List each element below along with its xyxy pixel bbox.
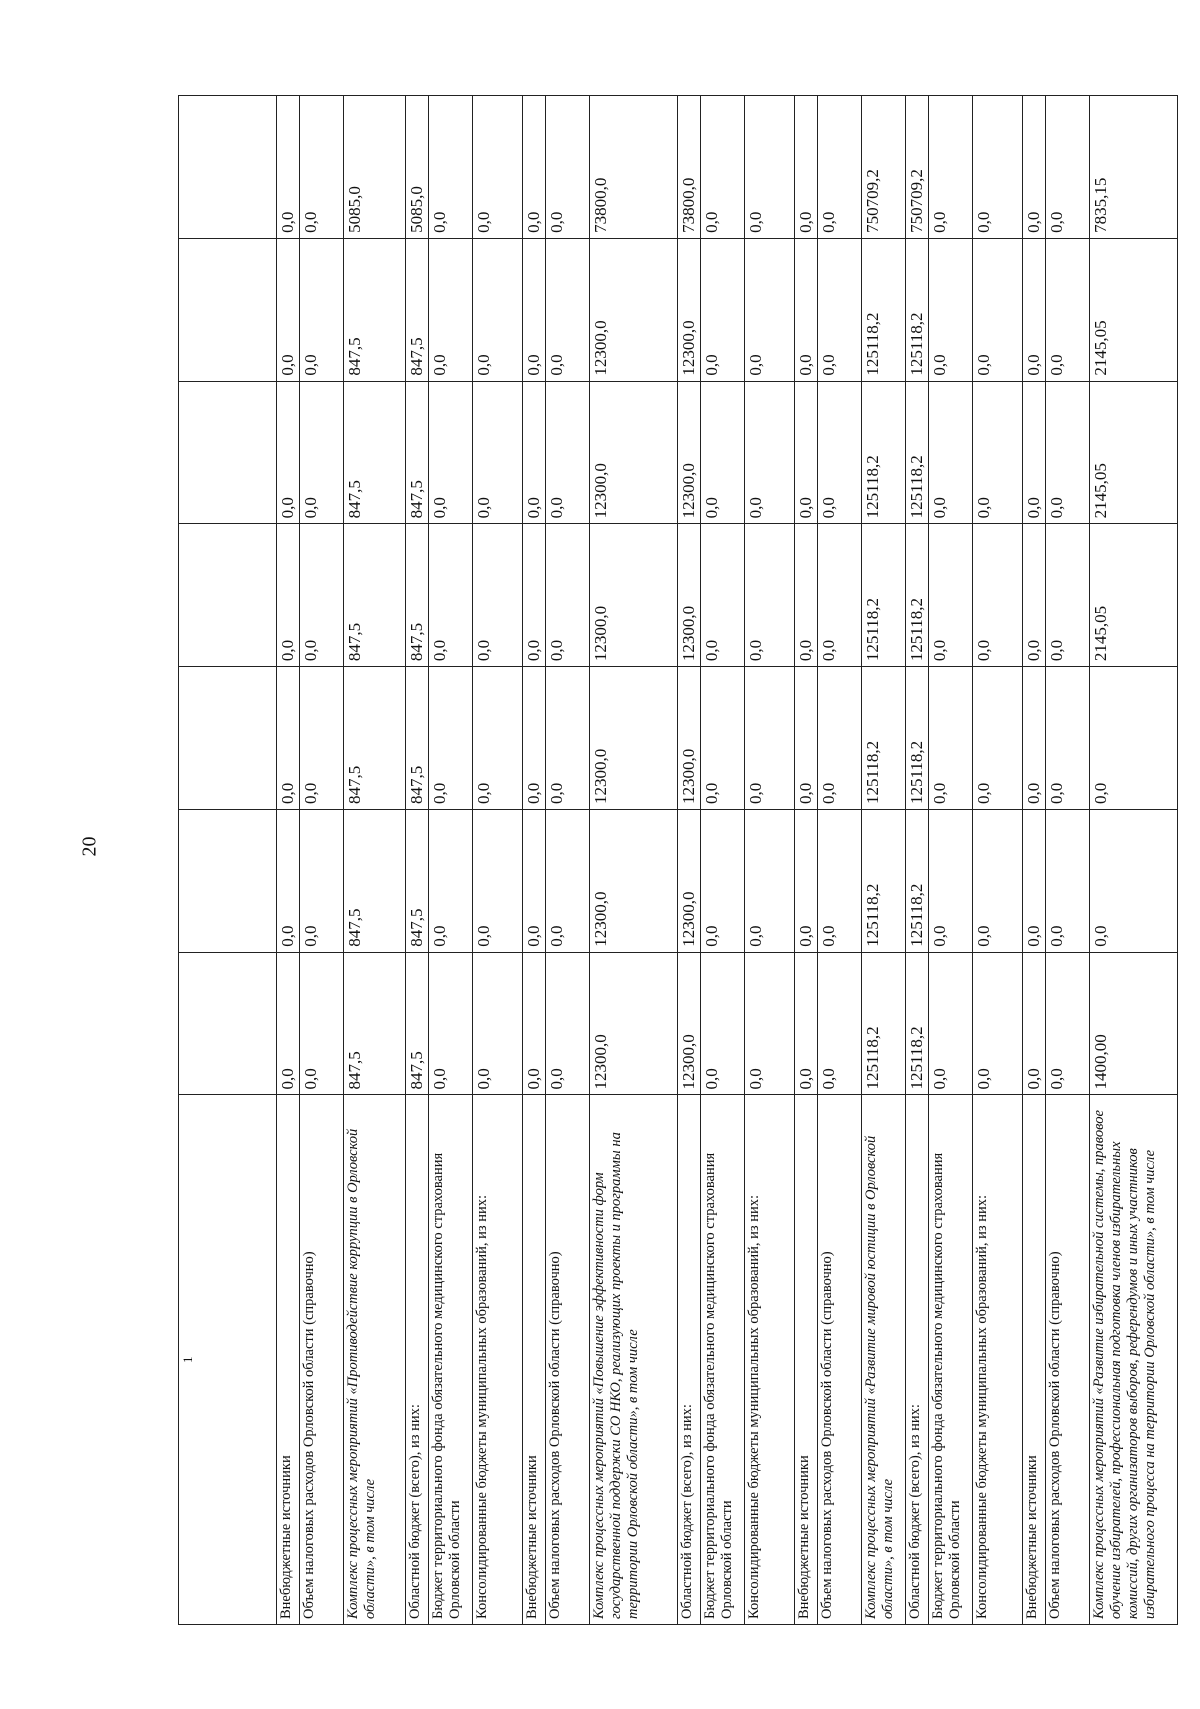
row-value: 12300,0 [678, 667, 701, 810]
row-value: 125118,2 [862, 238, 906, 381]
table-row [929, 96, 973, 1625]
row-value: 5085,0 [406, 96, 429, 239]
table-row [277, 96, 300, 1625]
row-value: 0,0 [546, 238, 590, 381]
row-label: Внебюджетные источники [795, 1095, 818, 1625]
row-value: 73800,0 [678, 96, 701, 239]
row-value: 0,0 [277, 952, 300, 1095]
table-row [906, 96, 929, 1625]
row-label: Объем налоговых расходов Орловской области (справочно) [546, 1095, 590, 1625]
header-cell [179, 809, 277, 952]
row-value: 0,0 [277, 809, 300, 952]
row-value: 0,0 [929, 381, 973, 524]
row-label: Областной бюджет (всего), из них: [906, 1095, 929, 1625]
row-value: 0,0 [277, 96, 300, 239]
row-value: 847,5 [344, 809, 406, 952]
row-value: 0,0 [523, 238, 546, 381]
row-value: 847,5 [406, 667, 429, 810]
row-value: 750709,2 [906, 96, 929, 239]
row-value: 0,0 [973, 809, 1023, 952]
row-value: 0,0 [523, 809, 546, 952]
row-value: 847,5 [406, 524, 429, 667]
row-value: 12300,0 [590, 238, 678, 381]
budget-table [178, 95, 1178, 1625]
row-value: 0,0 [1046, 667, 1090, 810]
row-value: 125118,2 [906, 667, 929, 810]
row-value: 0,0 [701, 524, 745, 667]
row-value: 125118,2 [862, 381, 906, 524]
row-value: 847,5 [406, 952, 429, 1095]
row-label: Комплекс процессных мероприятий «Развитие избирательной системы, правовое обучение избирателей, профессиональная подготовка членов избирательных комиссий, других организаторов выборов, референдумов и иных участников избирательного процесса на территории Орловской области», в том числе [1090, 1095, 1178, 1625]
row-value: 0,0 [300, 238, 344, 381]
row-value: 847,5 [344, 381, 406, 524]
row-label: Консолидированные бюджеты муниципальных образований, из них: [973, 1095, 1023, 1625]
row-value: 0,0 [701, 667, 745, 810]
row-label: Комплекс процессных мероприятий «Повышение эффективности форм государственной поддержки СО НКО, реализующих проекты и программы на территории Орловской области», в том числе [590, 1095, 678, 1625]
row-value: 0,0 [795, 238, 818, 381]
row-value: 0,0 [1023, 952, 1046, 1095]
row-value: 0,0 [973, 381, 1023, 524]
row-value: 0,0 [300, 96, 344, 239]
row-value: 0,0 [929, 667, 973, 810]
header-cell [179, 381, 277, 524]
row-value: 0,0 [1023, 809, 1046, 952]
row-value: 0,0 [1023, 524, 1046, 667]
row-value: 0,0 [929, 809, 973, 952]
row-value: 125118,2 [906, 524, 929, 667]
row-label: Внебюджетные источники [523, 1095, 546, 1625]
table-row [1090, 96, 1178, 1625]
table-row [429, 96, 473, 1625]
row-value: 0,0 [523, 381, 546, 524]
row-value: 0,0 [300, 381, 344, 524]
row-label: Комплекс процессных мероприятий «Развитие мировой юстиции в Орловской области», в том числе [862, 1095, 906, 1625]
row-value: 0,0 [429, 524, 473, 667]
row-value: 0,0 [300, 809, 344, 952]
row-value: 0,0 [546, 667, 590, 810]
row-value: 12300,0 [678, 952, 701, 1095]
row-value: 125118,2 [862, 524, 906, 667]
row-value: 0,0 [429, 809, 473, 952]
row-value: 0,0 [429, 952, 473, 1095]
row-value: 0,0 [795, 524, 818, 667]
row-value: 0,0 [929, 96, 973, 239]
table-row [473, 96, 523, 1625]
table-row [745, 96, 795, 1625]
header-cell [179, 952, 277, 1095]
row-value: 0,0 [429, 381, 473, 524]
row-value: 0,0 [701, 952, 745, 1095]
table-row [795, 96, 818, 1625]
row-value: 0,0 [973, 238, 1023, 381]
row-value: 0,0 [973, 96, 1023, 239]
row-value: 0,0 [473, 238, 523, 381]
row-value: 0,0 [523, 952, 546, 1095]
row-value: 0,0 [745, 524, 795, 667]
row-value: 0,0 [795, 96, 818, 239]
row-value: 847,5 [406, 809, 429, 952]
row-label: Внебюджетные источники [277, 1095, 300, 1625]
row-value: 0,0 [523, 524, 546, 667]
row-value: 0,0 [1023, 96, 1046, 239]
row-value: 0,0 [818, 381, 862, 524]
row-value: 12300,0 [590, 381, 678, 524]
header-cell [179, 96, 277, 239]
row-value: 2145,05 [1090, 238, 1178, 381]
row-value: 0,0 [1046, 381, 1090, 524]
row-value: 1400,00 [1090, 952, 1178, 1095]
row-value: 0,0 [277, 667, 300, 810]
row-value: 0,0 [818, 238, 862, 381]
row-value: 0,0 [473, 809, 523, 952]
row-value: 0,0 [523, 667, 546, 810]
row-value: 0,0 [973, 524, 1023, 667]
row-value: 0,0 [818, 667, 862, 810]
row-value: 0,0 [745, 667, 795, 810]
row-label: Областной бюджет (всего), из них: [678, 1095, 701, 1625]
row-value: 2145,05 [1090, 524, 1178, 667]
table-row [1023, 96, 1046, 1625]
table-row [406, 96, 429, 1625]
row-value: 73800,0 [590, 96, 678, 239]
table-row [701, 96, 745, 1625]
row-label: Бюджет территориального фонда обязательного медицинского страхования Орловской области [429, 1095, 473, 1625]
row-value: 0,0 [1046, 952, 1090, 1095]
row-value: 125118,2 [862, 952, 906, 1095]
row-value: 0,0 [277, 524, 300, 667]
row-value: 2145,05 [1090, 381, 1178, 524]
row-value: 0,0 [429, 238, 473, 381]
row-value: 0,0 [973, 667, 1023, 810]
row-value: 12300,0 [678, 809, 701, 952]
row-value: 0,0 [745, 238, 795, 381]
budget-table-container [178, 95, 1178, 1625]
row-value: 0,0 [701, 809, 745, 952]
row-value: 0,0 [473, 96, 523, 239]
row-label: Объем налоговых расходов Орловской области (справочно) [818, 1095, 862, 1625]
row-value: 847,5 [406, 381, 429, 524]
row-value: 12300,0 [678, 381, 701, 524]
row-value: 0,0 [473, 667, 523, 810]
row-value: 0,0 [546, 524, 590, 667]
row-value: 750709,2 [862, 96, 906, 239]
row-value: 0,0 [1046, 809, 1090, 952]
row-value: 0,0 [818, 524, 862, 667]
table-header-row [179, 96, 277, 1625]
table-row [344, 96, 406, 1625]
row-value: 0,0 [745, 809, 795, 952]
header-cell [179, 238, 277, 381]
row-value: 0,0 [745, 952, 795, 1095]
row-label: Комплекс процессных мероприятий «Противодействие коррупции в Орловской области», в том числе [344, 1095, 406, 1625]
table-row [590, 96, 678, 1625]
row-value: 12300,0 [590, 667, 678, 810]
row-value: 0,0 [473, 952, 523, 1095]
row-label: Бюджет территориального фонда обязательного медицинского страхования Орловской области [929, 1095, 973, 1625]
table-row [1046, 96, 1090, 1625]
row-value: 0,0 [1023, 381, 1046, 524]
row-value: 0,0 [795, 952, 818, 1095]
header-cell [179, 524, 277, 667]
row-value: 847,5 [344, 524, 406, 667]
row-value: 0,0 [973, 952, 1023, 1095]
row-value: 0,0 [795, 381, 818, 524]
row-value: 0,0 [818, 952, 862, 1095]
table-row [973, 96, 1023, 1625]
row-value: 0,0 [701, 381, 745, 524]
row-label: Консолидированные бюджеты муниципальных образований, из них: [473, 1095, 523, 1625]
row-value: 0,0 [546, 381, 590, 524]
row-value: 0,0 [473, 381, 523, 524]
row-label: Объем налоговых расходов Орловской области (справочно) [300, 1095, 344, 1625]
row-value: 0,0 [429, 96, 473, 239]
table-row [862, 96, 906, 1625]
table-row [300, 96, 344, 1625]
row-value: 0,0 [1023, 667, 1046, 810]
row-label: Бюджет территориального фонда обязательного медицинского страхования Орловской области [701, 1095, 745, 1625]
row-value: 0,0 [1090, 667, 1178, 810]
row-value: 0,0 [300, 524, 344, 667]
row-value: 0,0 [929, 952, 973, 1095]
row-value: 0,0 [546, 952, 590, 1095]
row-value: 0,0 [1090, 809, 1178, 952]
row-value: 12300,0 [590, 809, 678, 952]
table-body [179, 96, 1178, 1625]
row-value: 0,0 [277, 238, 300, 381]
header-cell [179, 667, 277, 810]
row-value: 0,0 [1046, 238, 1090, 381]
row-value: 5085,0 [344, 96, 406, 239]
row-value: 12300,0 [678, 238, 701, 381]
row-value: 0,0 [277, 381, 300, 524]
row-value: 0,0 [1046, 524, 1090, 667]
row-value: 0,0 [745, 381, 795, 524]
row-value: 847,5 [406, 238, 429, 381]
row-value: 0,0 [795, 809, 818, 952]
row-value: 847,5 [344, 952, 406, 1095]
row-value: 125118,2 [862, 809, 906, 952]
row-value: 0,0 [1023, 238, 1046, 381]
row-label: Областной бюджет (всего), из них: [406, 1095, 429, 1625]
row-value: 0,0 [546, 809, 590, 952]
row-value: 125118,2 [906, 381, 929, 524]
row-value: 0,0 [473, 524, 523, 667]
row-value: 0,0 [795, 667, 818, 810]
row-label: Консолидированные бюджеты муниципальных образований, из них: [745, 1095, 795, 1625]
row-value: 0,0 [300, 952, 344, 1095]
row-value: 0,0 [929, 524, 973, 667]
row-value: 125118,2 [862, 667, 906, 810]
row-value: 0,0 [701, 96, 745, 239]
table-row [818, 96, 862, 1625]
row-value: 7835,15 [1090, 96, 1178, 239]
row-value: 0,0 [523, 96, 546, 239]
row-label: Объем налоговых расходов Орловской области (справочно) [1046, 1095, 1090, 1625]
header-cell: 1 [179, 1095, 277, 1625]
row-label: Внебюджетные источники [1023, 1095, 1046, 1625]
row-value: 0,0 [929, 238, 973, 381]
row-value: 0,0 [818, 96, 862, 239]
table-row [678, 96, 701, 1625]
table-row [523, 96, 546, 1625]
page-number: 20 [78, 836, 101, 857]
row-value: 0,0 [300, 667, 344, 810]
row-value: 847,5 [344, 238, 406, 381]
row-value: 0,0 [701, 238, 745, 381]
row-value: 0,0 [818, 809, 862, 952]
row-value: 0,0 [546, 96, 590, 239]
row-value: 0,0 [745, 96, 795, 239]
row-value: 847,5 [344, 667, 406, 810]
row-value: 12300,0 [590, 952, 678, 1095]
row-value: 12300,0 [678, 524, 701, 667]
row-value: 0,0 [429, 667, 473, 810]
row-value: 125118,2 [906, 809, 929, 952]
row-value: 125118,2 [906, 952, 929, 1095]
row-value: 0,0 [1046, 96, 1090, 239]
row-value: 125118,2 [906, 238, 929, 381]
row-value: 12300,0 [590, 524, 678, 667]
table-row [546, 96, 590, 1625]
